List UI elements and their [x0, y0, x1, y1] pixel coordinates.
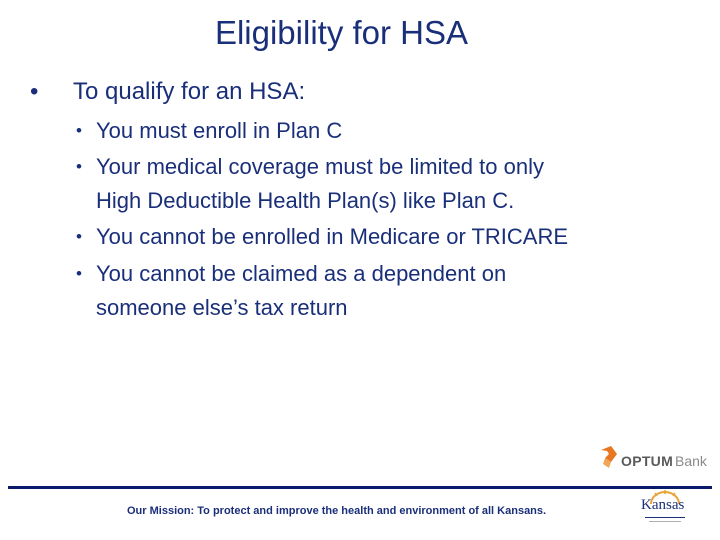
- slide-title: Eligibility for HSA: [214, 14, 469, 51]
- sub-bullet-text: High Deductible Health Plan(s) like Plan C.: [96, 188, 515, 213]
- mission-statement: Our Mission: To protect and improve the health and environment of all Kansans.: [127, 505, 547, 517]
- sub-bullet-text: You cannot be claimed as a dependent on: [96, 261, 507, 286]
- bullet-marker: •: [76, 264, 82, 283]
- footer-divider: [8, 486, 712, 489]
- logo-subline: [649, 521, 681, 522]
- sub-bullet-text: You cannot be enrolled in Medicare or TRICARE: [96, 224, 569, 249]
- logo-underline: [645, 517, 685, 518]
- sub-bullet-text: You must enroll in Plan C: [96, 118, 343, 143]
- bullet-marker: •: [76, 227, 82, 246]
- optum-bank-logo: [599, 440, 709, 480]
- bullet-marker: •: [76, 121, 82, 140]
- main-bullet-text: To qualify for an HSA:: [73, 78, 306, 105]
- optum-mark-icon: [599, 444, 619, 472]
- optum-bank-word: Bank: [675, 453, 707, 469]
- bullet-marker: •: [76, 157, 82, 176]
- bullet-marker: •: [30, 78, 39, 105]
- optum-word: OPTUM: [621, 453, 674, 469]
- kansas-logo: [637, 490, 693, 530]
- kansas-word: Kansas: [641, 497, 685, 513]
- sub-bullet-text: someone else’s tax return: [96, 295, 348, 320]
- sub-bullet-text: Your medical coverage must be limited to only: [96, 154, 544, 179]
